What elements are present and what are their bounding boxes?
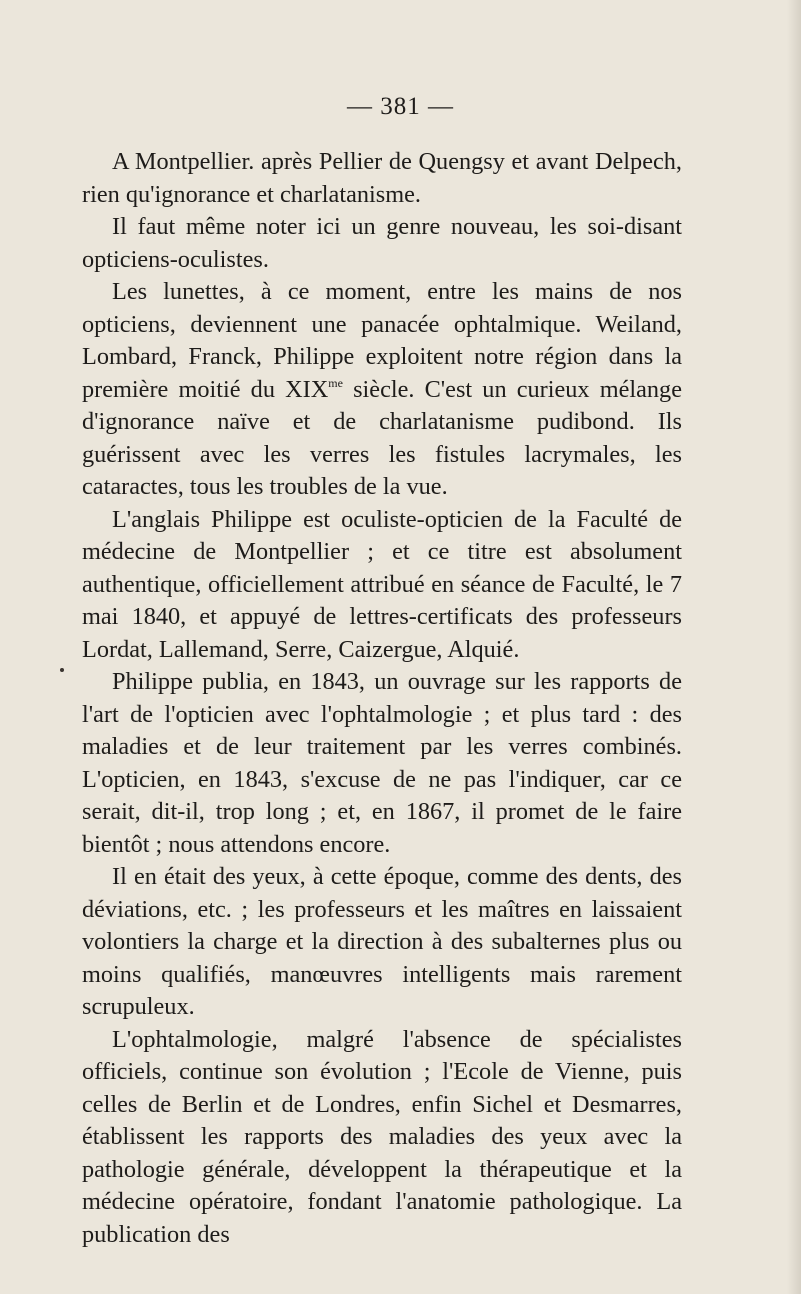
body-text xyxy=(82,146,682,1251)
paragraph-2: Il faut même noter ici un genre nouveau, les soi-disant opticiens-oculistes. xyxy=(82,213,682,273)
paragraph-4: L'anglais Philippe est oculiste-opticien de la Faculté de médecine de Montpellier ; et ce titre est absolument authentique, officiellement attribué en séance de Faculté, le 7 mai 1840, et appuyé de lettres-certificats des professeurs Lordat, Lallemand, Serre, Caizergue, Alquié. xyxy=(82,505,682,663)
page-edge-shadow xyxy=(787,0,801,1294)
paragraph-1: A Montpellier. après Pellier de Quengsy et avant Delpech, rien qu'ignorance et charlatanisme. xyxy=(82,148,682,208)
paragraph-7: L'ophtalmologie, malgré l'absence de spécialistes officiels, continue son évolution ; l'Ecole de Vienne, puis celles de Berlin et de Londres, enfin Sichel et Desmarres, établissent les rapports des maladies des yeux avec la pathologie générale, développent la thérapeutique et la médecine opératoire, fondant l'anatomie pathologique. La publication des xyxy=(82,1025,682,1248)
paragraph-6: Il en était des yeux, à cette époque, comme des dents, des déviations, etc. ; les professeurs et les maîtres en laissaient volontiers la charge et la direction à des subalternes plus ou moins qualifiés, manœuvres intelligents mais rarement scrupuleux. xyxy=(82,863,682,1020)
paragraph-3-text-b: siècle. C'est un curieux mélange d'ignorance naïve et de charlatanisme pudibond. Ils guérissent avec les verres les fistules lacrymales, les cataractes, tous les troubles de la vue. xyxy=(82,375,682,500)
superscript-me: me xyxy=(328,375,343,390)
ink-speck xyxy=(60,668,64,672)
page-number: — 381 — xyxy=(347,93,454,120)
paragraph-5: Philippe publia, en 1843, un ouvrage sur les rapports de l'art de l'opticien avec l'ophtalmologie ; et plus tard : des maladies et de leur traitement par les verres combinés. L'opticien, en 1843, s'excuse de ne pas l'indiquer, car ce serait, dit-il, trop long ; et, en 1867, il promet de le faire bientôt ; nous attendons encore. xyxy=(82,668,682,858)
paragraph-3 xyxy=(82,276,682,504)
paragraph-3-text-a: Les lunettes, à ce moment, entre les mains de nos opticiens, deviennent une panacée ophtalmique. Weiland, Lombard, Franck, Philippe exploitent notre région dans la première moitié du XIX xyxy=(82,278,682,403)
